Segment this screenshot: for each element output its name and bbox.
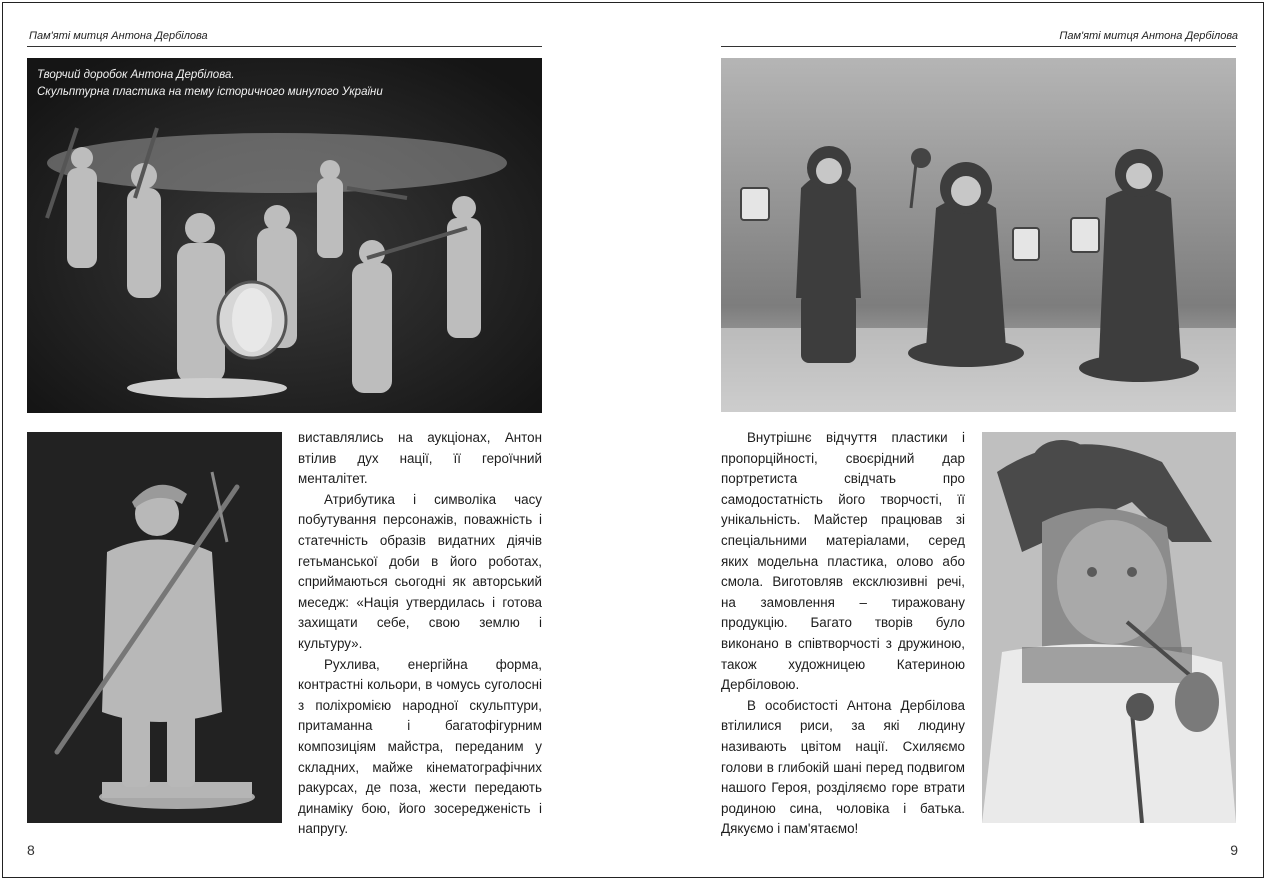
- cossack-musketeer-image: [27, 432, 282, 823]
- paragraph: Внутрішнє відчуття пластики і пропорційності, своєрідний дар портретиста свідчать про самодостатність його творчості, її унікальність. Майстер працював зі спеціальними матеріалами, серед яких модельна пластика, олово або смола. Виготовляв ексклюзивні речі, на замовлення – тиражовану продукцію. Багато творів було виконано в співтворчості з дружиною, також художницею Катериною Дербіловою.: [721, 430, 965, 693]
- old-woman-cat-image: [982, 432, 1236, 823]
- header-rule: [27, 46, 542, 47]
- caption-line: Творчий доробок Антона Дербілова.: [37, 69, 235, 81]
- running-head: Пам'яті митця Антона Дербілова: [29, 30, 208, 42]
- caption-line: Скульптурна пластика на тему історичного минулого України: [37, 86, 383, 98]
- left-body-text: [298, 428, 542, 840]
- photo-caption: [37, 67, 383, 101]
- paragraph: Рухлива, енергійна форма, контрастні кольори, в чомусь суголосні з поліхромією народної скульптури, притаманна і багатофігурним композиціям майстра, переданим у складних, майже кінематографічних ракурсах, де поза, жести передають динаміку бою, його зосередженість і напругу.: [298, 656, 542, 837]
- paragraph: Атрибутика і символіка часу побутування персонажів, поважність і статечність образів видатних діячів гетьманської доби в його роботах, сприймаються сьогодні як авторський меседж: «Нація утвердилась і готова захищати себе, свою землю і культуру».: [298, 491, 542, 651]
- right-page: [634, 0, 1268, 881]
- page-number: 8: [27, 842, 35, 858]
- header-rule: [721, 46, 1236, 47]
- right-body-text: [721, 428, 965, 840]
- animal-figures-image: [721, 58, 1236, 412]
- animal-figures-photo: [721, 58, 1236, 412]
- cossack-musketeer-photo: [27, 432, 282, 823]
- paragraph: виставлялись на аукціонах, Антон втілив дух нації, її героїчний менталітет.: [298, 430, 542, 487]
- old-woman-cat-photo: [982, 432, 1236, 823]
- paragraph: В особистості Антона Дербілова втілилися риси, за які людину називають цвітом нації. Схиляємо голови в глибокій шані перед подвигом нашого Героя, розділяємо горе втрати родиною сина, чоловіка і батька. Дякуємо і пам'ятаємо!: [721, 697, 965, 837]
- cossack-army-image: [27, 58, 542, 413]
- running-head: Пам'яті митця Антона Дербілова: [1059, 30, 1238, 42]
- page-number: 9: [1230, 842, 1238, 858]
- cossack-army-photo: [27, 58, 542, 413]
